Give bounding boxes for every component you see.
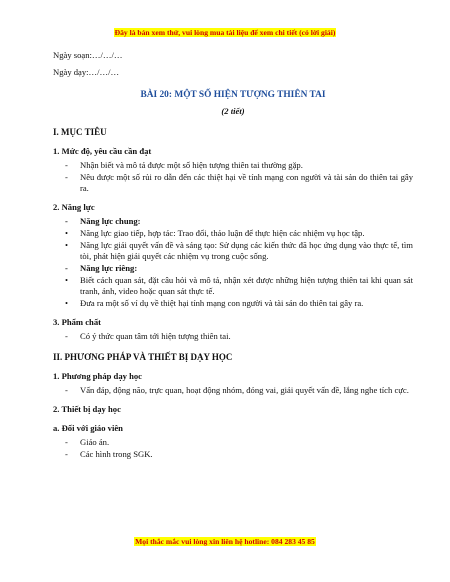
heading-equipment: 2. Thiết bị dạy học [53, 404, 121, 414]
teacher-equipment-list [53, 437, 413, 460]
section-methods: II. PHƯƠNG PHÁP VÀ THIẾT BỊ DẠY HỌC [53, 352, 233, 362]
general-competency-label: - Năng lực chung: [65, 216, 141, 226]
dash-marker: - [65, 331, 68, 341]
preview-banner-text: Đây là bản xem thử, vui lòng mua tài liệu để xem chi tiết (có lời giải) [114, 28, 336, 37]
list-item: • Năng lực giao tiếp, hợp tác: Trao đổi, thảo luận để thực hiện các nhiệm vụ học tập. [65, 228, 365, 238]
competencies-list [53, 216, 413, 309]
list-item: - Các hình trong SGK. [65, 449, 153, 459]
bullet-icon: • [65, 298, 69, 308]
section-objectives: I. MỤC TIÊU [53, 127, 107, 137]
heading-teaching-methods: 1. Phương pháp dạy học [53, 371, 142, 381]
dash-marker: - [65, 437, 68, 447]
hotline-banner [0, 537, 450, 546]
dash-marker: - [65, 172, 68, 182]
heading-for-teacher: a. Đối với giáo viên [53, 423, 123, 433]
date-taught: Ngày dạy:…/…/… [53, 67, 120, 77]
bullet-icon: • [65, 240, 69, 250]
heading-competencies: 2. Năng lực [53, 202, 95, 212]
list-item: - Vấn đáp, động não, trực quan, hoạt động nhóm, đóng vai, giải quyết vấn đề, lắng nghe tích cực. [65, 385, 409, 395]
dash-marker: - [65, 263, 68, 273]
dash-marker: - [65, 385, 68, 395]
qualities-list [53, 331, 413, 342]
list-item: • Năng lực giải quyết vấn đề và sáng tạo: Sử dụng các kiến thức đã học ứng dụng vào thực tế, tìm tòi, phát hiện giải quyết các nhiệm vụ trong cuộc sống. [65, 240, 413, 261]
bullet-icon: • [65, 228, 69, 238]
lesson-duration: (2 tiết) [221, 106, 245, 116]
heading-qualities: 3. Phẩm chất [53, 317, 101, 327]
heading-requirements: 1. Mức độ, yêu cầu cần đạt [53, 146, 152, 156]
list-item: - Giáo án. [65, 437, 110, 447]
requirements-list [53, 160, 413, 194]
list-item: - Nhận biết và mô tả được một số hiện tượng thiên tai thường gặp. [65, 160, 303, 170]
preview-banner [0, 28, 450, 37]
list-item: - Nêu được một số rủi ro dẫn đến các thiệt hại về tính mạng con người và tài sản do thiên tai gây ra. [65, 172, 413, 193]
date-prepared: Ngày soạn:…/…/… [53, 50, 123, 60]
document-page [53, 50, 413, 461]
list-item: • Đưa ra một số ví dụ về thiệt hại tính mạng con người và tài sản do thiên tai gây ra. [65, 298, 364, 308]
list-item: • Biết cách quan sát, đặt câu hỏi và mô tả, nhận xét được những hiện tượng thiên tai khi quan sát tranh, ảnh, video hoặc quan sát thực tế. [65, 275, 413, 296]
hotline-banner-text: Mọi thắc mắc vui lòng xin liên hệ hotline: 084 283 45 85 [135, 537, 315, 546]
list-item: - Có ý thức quan tâm tới hiện tượng thiên tai. [65, 331, 231, 341]
dash-marker: - [65, 160, 68, 170]
dash-marker: - [65, 449, 68, 459]
bullet-icon: • [65, 275, 69, 285]
dash-marker: - [65, 216, 68, 226]
methods-list [53, 385, 413, 396]
specific-competency-label: - Năng lực riêng: [65, 263, 138, 273]
lesson-title: BÀI 20: MỘT SỐ HIỆN TƯỢNG THIÊN TAI [140, 90, 326, 100]
